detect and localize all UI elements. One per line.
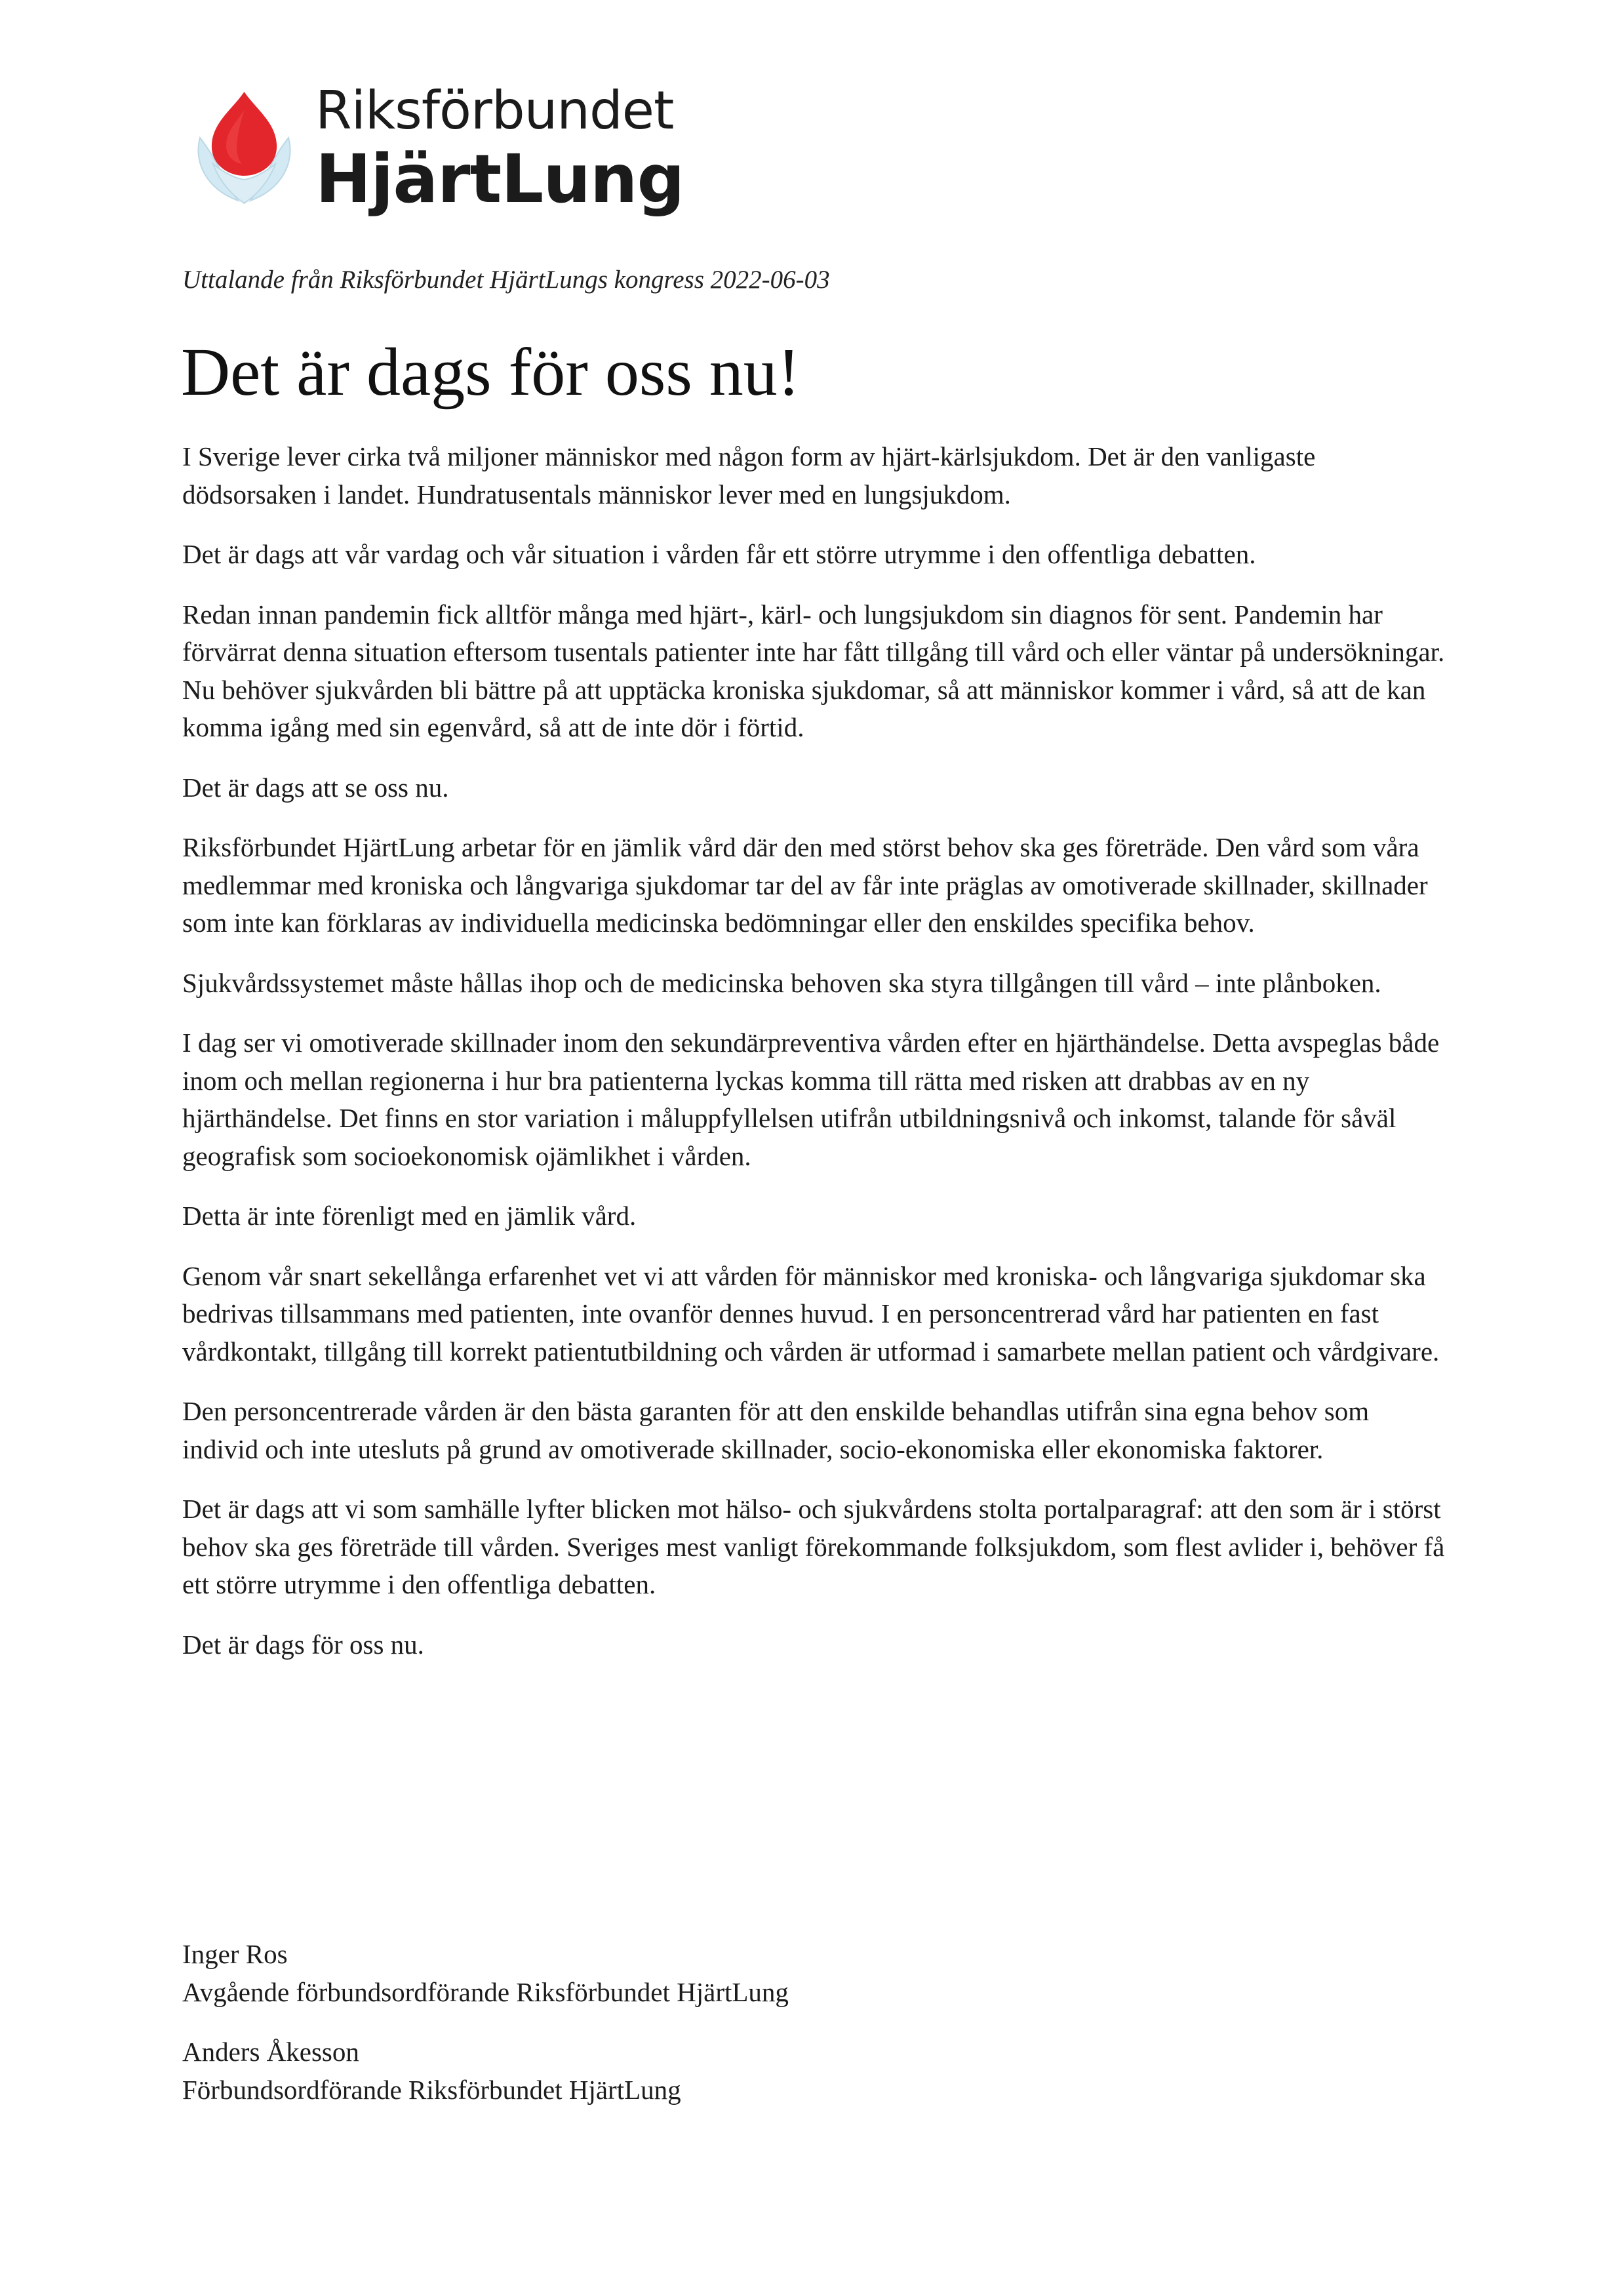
logo-line-2: HjärtLung (315, 140, 684, 218)
paragraph: Detta är inte förenligt med en jämlik vård. (182, 1201, 637, 1231)
paragraph: Den personcentrerade vården är den bästa garanten för att den enskilde behandlas utifrån sina egna behov som individ och inte utesluts på grund av omotiverade skillnader, socio-ekonomiska eller ekonomiska faktorer. (182, 1396, 1370, 1464)
paragraph: Det är dags för oss nu. (182, 1629, 424, 1660)
paragraph: Riksförbundet HjärtLung arbetar för en jämlik vård där den med störst behov ska ges företräde. Den vård som våra medlemmar med kroniska och långvariga sjukdomar tar del av får inte präglas av omotiverade skillnader, skillnader som inte kan förklaras av individuella medicinska bedömningar eller den enskildes specifika behov. (182, 832, 1428, 938)
logo-line-1: Riksförbundet (315, 80, 674, 141)
organization-logo (187, 79, 685, 230)
paragraph: Genom vår snart sekellånga erfarenhet vet vi att vården för människor med kroniska- och långvariga sjukdomar ska bedrivas tillsammans med patienten, inte ovanför dennes huvud. I en personcentrerad vård har patienten en fast vårdkontakt, tillgång till korrekt patientutbildning och vården är utformad i samarbete mellan patient och vårdgivare. (182, 1260, 1440, 1367)
paragraph: Det är dags att vår vardag och vår situation i vården får ett större utrymme i den offentliga debatten. (182, 539, 1256, 569)
signatory-role: Förbundsordförande Riksförbundet HjärtLung (182, 2074, 681, 2105)
signatory-name: Anders Åkesson (182, 2037, 359, 2067)
paragraph: Det är dags att se oss nu. (182, 772, 449, 803)
signature (182, 2033, 1231, 2109)
paragraph: Det är dags att vi som samhälle lyfter blicken mot hälso- och sjukvårdens stolta portalparagraf: att den som är i störst behov ska ges företräde till vården. Sveriges mest vanligt förekommande folksjukdom, som flest avlider i, behöver få ett större utrymme i den offentliga debatten. (182, 1494, 1445, 1599)
paragraph: Redan innan pandemin fick alltför många med hjärt-, kärl- och lungsjukdom sin diagnos för sent. Pandemin har förvärrat denna situation eftersom tusentals patienter inte har fått tillgång till vård och eller väntar på undersökningar. Nu behöver sjukvården bli bättre på att upptäcka kroniska sjukdomar, så att människor kommer i vård, så att de kan komma igång med sin egenvård, så att de inte dör i förtid. (182, 599, 1445, 742)
paragraph: I Sverige lever cirka två miljoner människor med någon form av hjärt-kärlsjukdom. Det är den vanligaste dödsorsaken i landet. Hundratusentals människor lever med en lungsjukdom. (182, 441, 1316, 509)
document-subtitle: Uttalande från Riksförbundet HjärtLungs kongress 2022-06-03 (182, 266, 830, 294)
heart-lung-flower-icon (187, 90, 302, 209)
paragraph: Sjukvårdssystemet måste hållas ihop och de medicinska behoven ska styra tillgången till vård – inte plånboken. (182, 967, 1381, 998)
signature-block (182, 1936, 1231, 2131)
document-body (182, 438, 1448, 1686)
signature (182, 1936, 1231, 2011)
signatory-name: Inger Ros (182, 1939, 288, 1969)
signatory-role: Avgående förbundsordförande Riksförbundet HjärtLung (182, 1976, 789, 2007)
logo-wordmark (315, 79, 684, 216)
document-title: Det är dags för oss nu! (181, 334, 801, 410)
paragraph: I dag ser vi omotiverade skillnader inom den sekundärpreventiva vården efter en hjärthändelse. Detta avspeglas både inom och mellan regionerna i hur bra patienterna lyckas komma till rätta med risken att drabbas av en ny hjärthändelse. Det finns en stor variation i måluppfyllelsen utifrån utbildningsnivå och inkomst, talande för såväl geografisk som socioekonomisk ojämlikhet i vården. (182, 1028, 1440, 1171)
